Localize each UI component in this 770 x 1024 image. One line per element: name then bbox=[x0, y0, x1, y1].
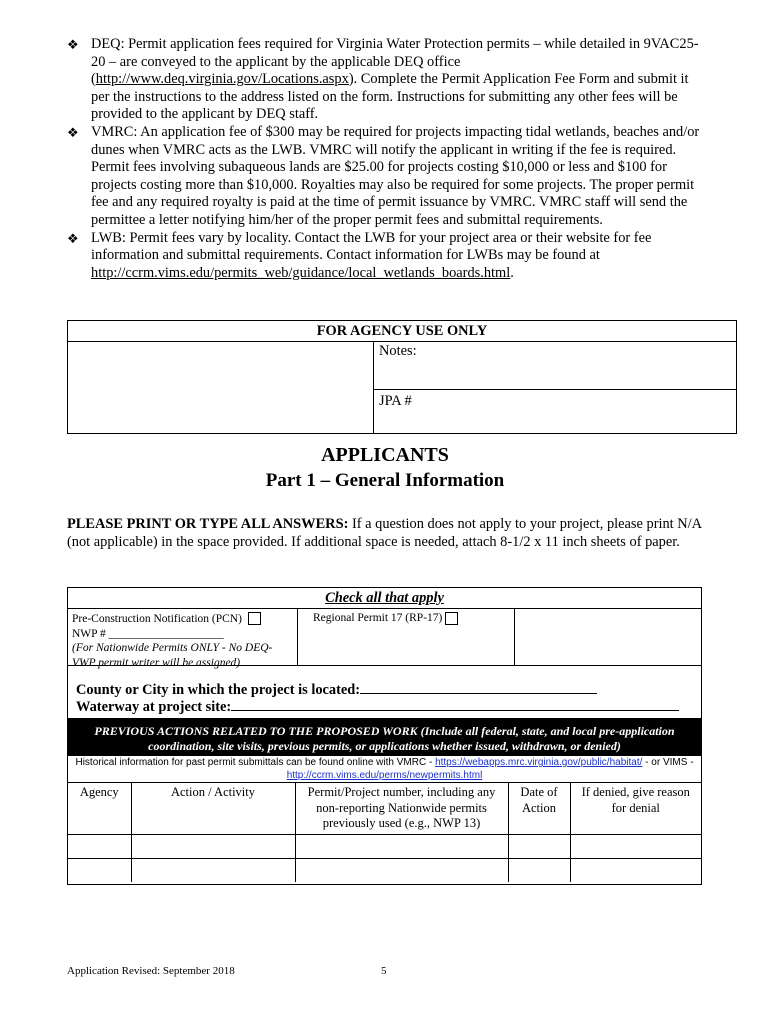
historical-info bbox=[68, 756, 701, 783]
county-input-line[interactable] bbox=[360, 679, 597, 694]
instructions bbox=[67, 516, 707, 551]
vims-permits-link[interactable]: http://ccrm.vims.edu/perms/newpermits.html bbox=[286, 769, 483, 781]
col-action: Action / Activity bbox=[131, 783, 295, 834]
diamond-bullet-icon: ❖ bbox=[67, 230, 79, 246]
col-permit-number: Permit/Project number, including any non-reporting Nationwide permits previously used (e.g., NWP 13) bbox=[295, 783, 508, 834]
bullet-lwb-text-after: . bbox=[510, 264, 514, 281]
bullet-lwb bbox=[67, 230, 707, 283]
agency-notes-field[interactable] bbox=[374, 341, 736, 390]
agency-use-header: FOR AGENCY USE ONLY bbox=[68, 321, 736, 342]
notes-label: Notes: bbox=[379, 343, 417, 359]
jpa-label: JPA # bbox=[379, 393, 412, 409]
diamond-bullet-icon: ❖ bbox=[67, 124, 79, 140]
hist-text: Historical information for past permit submittals can be found online with VMRC - bbox=[75, 757, 436, 768]
table-cell[interactable] bbox=[68, 834, 131, 858]
table-cell[interactable] bbox=[295, 858, 508, 882]
table-cell[interactable] bbox=[295, 834, 508, 858]
rp17-checkbox[interactable] bbox=[445, 612, 458, 625]
table-cell[interactable] bbox=[508, 858, 570, 882]
hist-text-mid: - or VIMS - bbox=[642, 757, 694, 768]
pcn-cell bbox=[68, 609, 298, 669]
table-cell[interactable] bbox=[131, 834, 295, 858]
nwp-field[interactable]: NWP # ____________________ bbox=[72, 627, 224, 640]
bullet-lwb-text: LWB: Permit fees vary by locality. Contact the LWB for your project area or their website for fee information and submittal requirements. Contact information for LWBs may be found at bbox=[91, 229, 652, 264]
pcn-checkbox[interactable] bbox=[248, 612, 261, 625]
col-denial-reason: If denied, give reason for denial bbox=[570, 783, 701, 834]
agency-jpa-field[interactable] bbox=[374, 391, 736, 433]
page-number: 5 bbox=[381, 965, 387, 977]
table-cell[interactable] bbox=[570, 834, 701, 858]
bullet-deq bbox=[67, 36, 707, 124]
table-row bbox=[68, 834, 701, 858]
instructions-text: If a question does not apply to your project, please print N/A (not applicable) in the space provided. If additional space is needed, attach 8-1/2 x 11 inch sheets of paper. bbox=[67, 516, 702, 550]
divider bbox=[68, 665, 701, 666]
bullet-deq-text-after: ). Complete the Permit Application Fee Form and submit it per the instructions to the address listed on the form. Instructions for submitting any other fees will be provided to the applicant by DEQ staff. bbox=[91, 71, 689, 123]
check-all-title: Check all that apply bbox=[68, 588, 701, 609]
check-all-section bbox=[67, 587, 702, 719]
diamond-bullet-icon: ❖ bbox=[67, 37, 79, 52]
agency-use-box bbox=[67, 320, 737, 434]
fee-bullets bbox=[67, 36, 707, 282]
waterway-input-line[interactable] bbox=[231, 696, 679, 711]
lwb-guidance-link[interactable]: http://ccrm.vims.edu/permits_web/guidance/local_wetlands_boards.html bbox=[91, 264, 511, 281]
vmrc-habitat-link[interactable]: https://webapps.mrc.virginia.gov/public/habitat/ bbox=[435, 757, 643, 768]
col-agency: Agency bbox=[68, 783, 131, 834]
footer-revised: Application Revised: September 2018 bbox=[67, 965, 235, 977]
rp17-label: Regional Permit 17 (RP-17) bbox=[313, 612, 443, 624]
previous-actions-title: PREVIOUS ACTIONS RELATED TO THE PROPOSED WORK (Include all federal, state, and local pre-application coordination, site visits, previous permits, or applications whether issued, withdrawn, or denied) bbox=[68, 720, 701, 756]
bullet-deq-text: DEQ: Permit application fees required for Virginia Water Protection permits – while detailed in 9VAC25-20 – are conveyed to the applicant by the applicable DEQ office ( bbox=[91, 36, 699, 88]
nwp-note: (For Nationwide Permits ONLY - No DEQ-VWP permit writer will be assigned) bbox=[72, 642, 273, 669]
table-header-row bbox=[68, 783, 701, 834]
deq-locations-link[interactable]: http://www.deq.virginia.gov/Locations.aspx bbox=[95, 71, 349, 88]
pcn-label: Pre-Construction Notification (PCN) bbox=[72, 613, 242, 625]
waterway-label: Waterway at project site: bbox=[76, 699, 232, 715]
previous-actions-table bbox=[68, 783, 701, 882]
table-row bbox=[68, 858, 701, 882]
agency-use-blank-area bbox=[68, 341, 374, 433]
rp17-cell bbox=[299, 609, 515, 665]
table-cell[interactable] bbox=[508, 834, 570, 858]
previous-actions-section bbox=[67, 719, 702, 885]
page-title: APPLICANTS bbox=[321, 444, 449, 466]
empty-check-cell bbox=[516, 609, 701, 665]
table-cell[interactable] bbox=[570, 858, 701, 882]
county-label: County or City in which the project is located: bbox=[76, 682, 361, 698]
col-date: Date of Action bbox=[508, 783, 570, 834]
waterway-field[interactable] bbox=[76, 696, 679, 716]
table-cell[interactable] bbox=[68, 858, 131, 882]
bullet-vmrc bbox=[67, 124, 707, 230]
bullet-vmrc-text: VMRC: An application fee of $300 may be required for projects impacting tidal wetlands, beaches and/or dunes when VMRC acts as the LWB. VMRC will notify the applicant in writing if the fee is required. Permit fees involving subaqueous lands are $25.00 for projects costing $10,000 or less and $100 for projects costing more than $10,000. Royalties may also be required for some projects. The proper permit fee and any required royalty is paid at the time of permit issuance by VMRC. VMRC staff will send the permittee a letter notifying him/her of the proper permit fees and submittal requirements. bbox=[91, 123, 700, 228]
section-title: Part 1 – General Information bbox=[265, 470, 505, 491]
instructions-bold: PLEASE PRINT OR TYPE ALL ANSWERS: bbox=[67, 516, 349, 532]
table-cell[interactable] bbox=[131, 858, 295, 882]
